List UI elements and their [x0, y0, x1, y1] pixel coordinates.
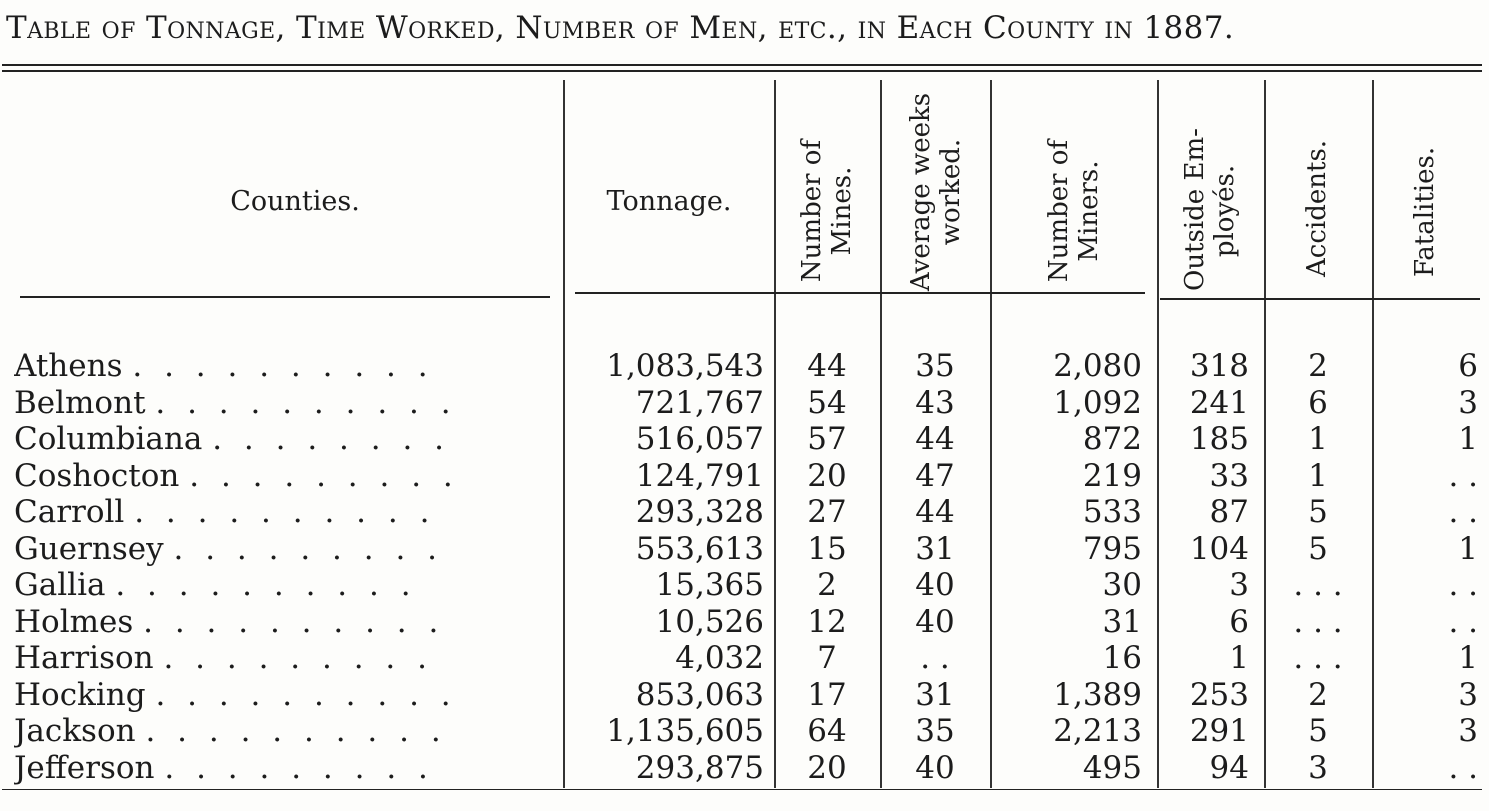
accidents-cell: . . . [1293, 640, 1343, 676]
fatalities-cell: 3 [1458, 384, 1478, 421]
table-row [0, 640, 1489, 676]
county-cell [14, 385, 554, 421]
header-miners-line1: Number of [1044, 139, 1074, 283]
header-fatalities: Fatalities. [1410, 146, 1440, 277]
county-name: Holmes [14, 603, 134, 640]
fatalities-cell: 3 [1458, 676, 1478, 713]
table-row [0, 458, 1489, 494]
county-name: Belmont [14, 384, 146, 421]
header-mines-line2: Mines. [827, 166, 857, 256]
weeks-cell: 43 [915, 384, 955, 421]
leader-dots: . . . . . . . . . . [155, 676, 457, 713]
fatalities-cell: . . [1448, 494, 1478, 530]
miners-cell: 31 [1102, 603, 1142, 640]
fatalities-cell: 6 [1458, 348, 1478, 384]
tonnage-cell: 1,083,543 [606, 348, 764, 384]
table-row [0, 348, 1489, 384]
miners-cell: 16 [1102, 640, 1142, 676]
fatalities-cell: . . [1448, 567, 1478, 603]
weeks-cell: 44 [915, 494, 955, 530]
miners-cell: 533 [1082, 494, 1142, 530]
county-name: Hocking [14, 676, 146, 713]
weeks-cell: 47 [915, 457, 955, 494]
table-row [0, 494, 1489, 530]
header-weeks-line2: worked. [936, 138, 966, 246]
table-row [0, 385, 1489, 421]
table-row [0, 567, 1489, 603]
outside-cell: 94 [1209, 749, 1249, 786]
county-cell [14, 750, 554, 786]
mines-cell: 44 [807, 348, 847, 384]
tonnage-cell: 553,613 [635, 530, 764, 567]
tonnage-cell: 516,057 [635, 421, 764, 457]
mines-cell: 20 [807, 749, 847, 786]
accidents-cell: 1 [1308, 457, 1328, 494]
outside-cell: 241 [1189, 384, 1249, 421]
weeks-cell: 35 [915, 713, 955, 749]
outside-cell: 33 [1209, 457, 1249, 494]
outside-cell: 104 [1189, 530, 1249, 567]
leader-dots: . . . . . . . . . [164, 749, 434, 786]
leader-dots: . . . . . . . . . [189, 457, 459, 494]
miners-cell: 2,213 [1053, 713, 1142, 749]
table-row [0, 677, 1489, 713]
county-cell [14, 348, 554, 384]
leader-dots: . . . . . . . . . . [132, 348, 434, 384]
county-name: Athens [14, 348, 123, 384]
fatalities-cell: . . [1448, 749, 1478, 786]
leader-dots: . . . . . . . . . [163, 640, 433, 676]
outside-cell: 3 [1229, 567, 1249, 603]
miners-cell: 872 [1082, 421, 1142, 457]
county-name: Gallia [14, 567, 106, 603]
county-cell [14, 677, 554, 713]
header-outside-employes [1180, 128, 1240, 291]
header-rule [20, 296, 550, 298]
outside-cell: 185 [1189, 421, 1249, 457]
accidents-cell: 2 [1308, 348, 1328, 384]
weeks-cell: 31 [915, 530, 955, 567]
header-rule [575, 292, 1145, 294]
leader-dots: . . . . . . . . . [173, 530, 444, 567]
fatalities-cell: . . [1448, 457, 1478, 494]
miners-cell: 1,092 [1053, 384, 1142, 421]
mines-cell: 2 [817, 567, 837, 603]
miners-cell: 795 [1082, 530, 1142, 567]
mines-cell: 17 [807, 676, 847, 713]
header-mines-line1: Number of [797, 139, 827, 283]
county-name: Jefferson [14, 749, 155, 786]
mines-cell: 57 [807, 421, 847, 457]
header-tonnage: Tonnage. [606, 186, 732, 217]
tonnage-cell: 1,135,605 [606, 713, 764, 749]
bottom-rule [2, 789, 1482, 790]
outside-cell: 6 [1229, 603, 1249, 640]
weeks-cell: 40 [915, 749, 955, 786]
table-row [0, 604, 1489, 640]
table-row [0, 750, 1489, 786]
accidents-cell: . . . [1293, 603, 1343, 640]
outside-cell: 253 [1189, 676, 1249, 713]
header-accidents: Accidents. [1302, 139, 1332, 277]
accidents-cell: 1 [1308, 421, 1328, 457]
accidents-cell: 5 [1308, 494, 1328, 530]
county-name: Columbiana [14, 421, 203, 457]
tonnage-cell: 293,328 [635, 494, 764, 530]
tonnage-cell: 293,875 [635, 749, 764, 786]
leader-dots: . . . . . . . . [212, 421, 451, 457]
table-row [0, 421, 1489, 457]
leader-dots: . . . . . . . . . . [155, 384, 457, 421]
county-name: Guernsey [14, 530, 164, 567]
accidents-cell: 5 [1308, 530, 1328, 567]
header-weeks-line1: Average weeks [906, 92, 936, 292]
mines-cell: 64 [807, 713, 847, 749]
table-title: Table of Tonnage, Time Worked, Number of Men, etc., in Each County in 1887. [6, 10, 1235, 46]
tonnage-cell: 15,365 [655, 567, 764, 603]
county-name: Harrison [14, 640, 154, 676]
county-cell [14, 567, 554, 603]
accidents-cell: 6 [1308, 384, 1328, 421]
header-outside-line2: ployés. [1210, 164, 1240, 258]
weeks-cell: 40 [915, 603, 955, 640]
header-number-of-miners [1044, 136, 1104, 286]
header-counties: Counties. [230, 186, 360, 217]
header-number-of-mines [797, 136, 857, 286]
weeks-cell: 40 [915, 567, 955, 603]
county-cell [14, 421, 554, 457]
mines-cell: 20 [807, 457, 847, 494]
leader-dots: . . . . . . . . . . [143, 603, 445, 640]
header-rule [1160, 298, 1480, 300]
table-row [0, 713, 1489, 749]
miners-cell: 2,080 [1053, 348, 1142, 384]
accidents-cell: . . . [1293, 567, 1343, 603]
tonnage-cell: 4,032 [675, 640, 764, 676]
weeks-cell: 44 [915, 421, 955, 457]
leader-dots: . . . . . . . . . . [115, 567, 417, 603]
accidents-cell: 5 [1308, 713, 1328, 749]
outside-cell: 87 [1209, 494, 1249, 530]
county-name: Carroll [14, 494, 125, 530]
county-cell [14, 604, 554, 640]
weeks-cell: 35 [915, 348, 955, 384]
fatalities-cell: 3 [1458, 713, 1478, 749]
outside-cell: 318 [1189, 348, 1249, 384]
county-cell [14, 640, 554, 676]
county-name: Coshocton [14, 457, 180, 494]
miners-cell: 495 [1082, 749, 1142, 786]
miners-cell: 30 [1102, 567, 1142, 603]
outside-cell: 1 [1229, 640, 1249, 676]
tonnage-cell: 721,767 [635, 384, 764, 421]
mines-cell: 54 [807, 384, 847, 421]
top-rule [2, 64, 1482, 66]
fatalities-cell: 1 [1458, 421, 1478, 457]
leader-dots: . . . . . . . . . . [134, 494, 436, 530]
header-average-weeks [906, 92, 966, 292]
mines-cell: 15 [807, 530, 847, 567]
county-cell [14, 713, 554, 749]
fatalities-cell: 1 [1458, 530, 1478, 567]
accidents-cell: 2 [1308, 676, 1328, 713]
miners-cell: 219 [1082, 457, 1142, 494]
county-cell [14, 458, 554, 494]
weeks-cell: 31 [915, 676, 955, 713]
mines-cell: 7 [817, 640, 837, 676]
top-rule-2 [2, 70, 1482, 72]
county-cell [14, 494, 554, 530]
accidents-cell: 3 [1308, 749, 1328, 786]
mines-cell: 27 [807, 494, 847, 530]
header-outside-line1: Outside Em- [1180, 128, 1210, 291]
county-cell [14, 531, 554, 567]
tonnage-cell: 124,791 [635, 457, 764, 494]
miners-cell: 1,389 [1053, 676, 1142, 713]
leader-dots: . . . . . . . . . . [145, 713, 447, 749]
weeks-cell: . . [920, 640, 950, 676]
tonnage-cell: 853,063 [635, 676, 764, 713]
fatalities-cell: . . [1448, 603, 1478, 640]
mines-cell: 12 [807, 603, 847, 640]
table-row [0, 531, 1489, 567]
county-name: Jackson [14, 713, 136, 749]
header-miners-line2: Miners. [1074, 160, 1104, 262]
tonnage-cell: 10,526 [655, 603, 764, 640]
outside-cell: 291 [1189, 713, 1249, 749]
fatalities-cell: 1 [1458, 640, 1478, 676]
